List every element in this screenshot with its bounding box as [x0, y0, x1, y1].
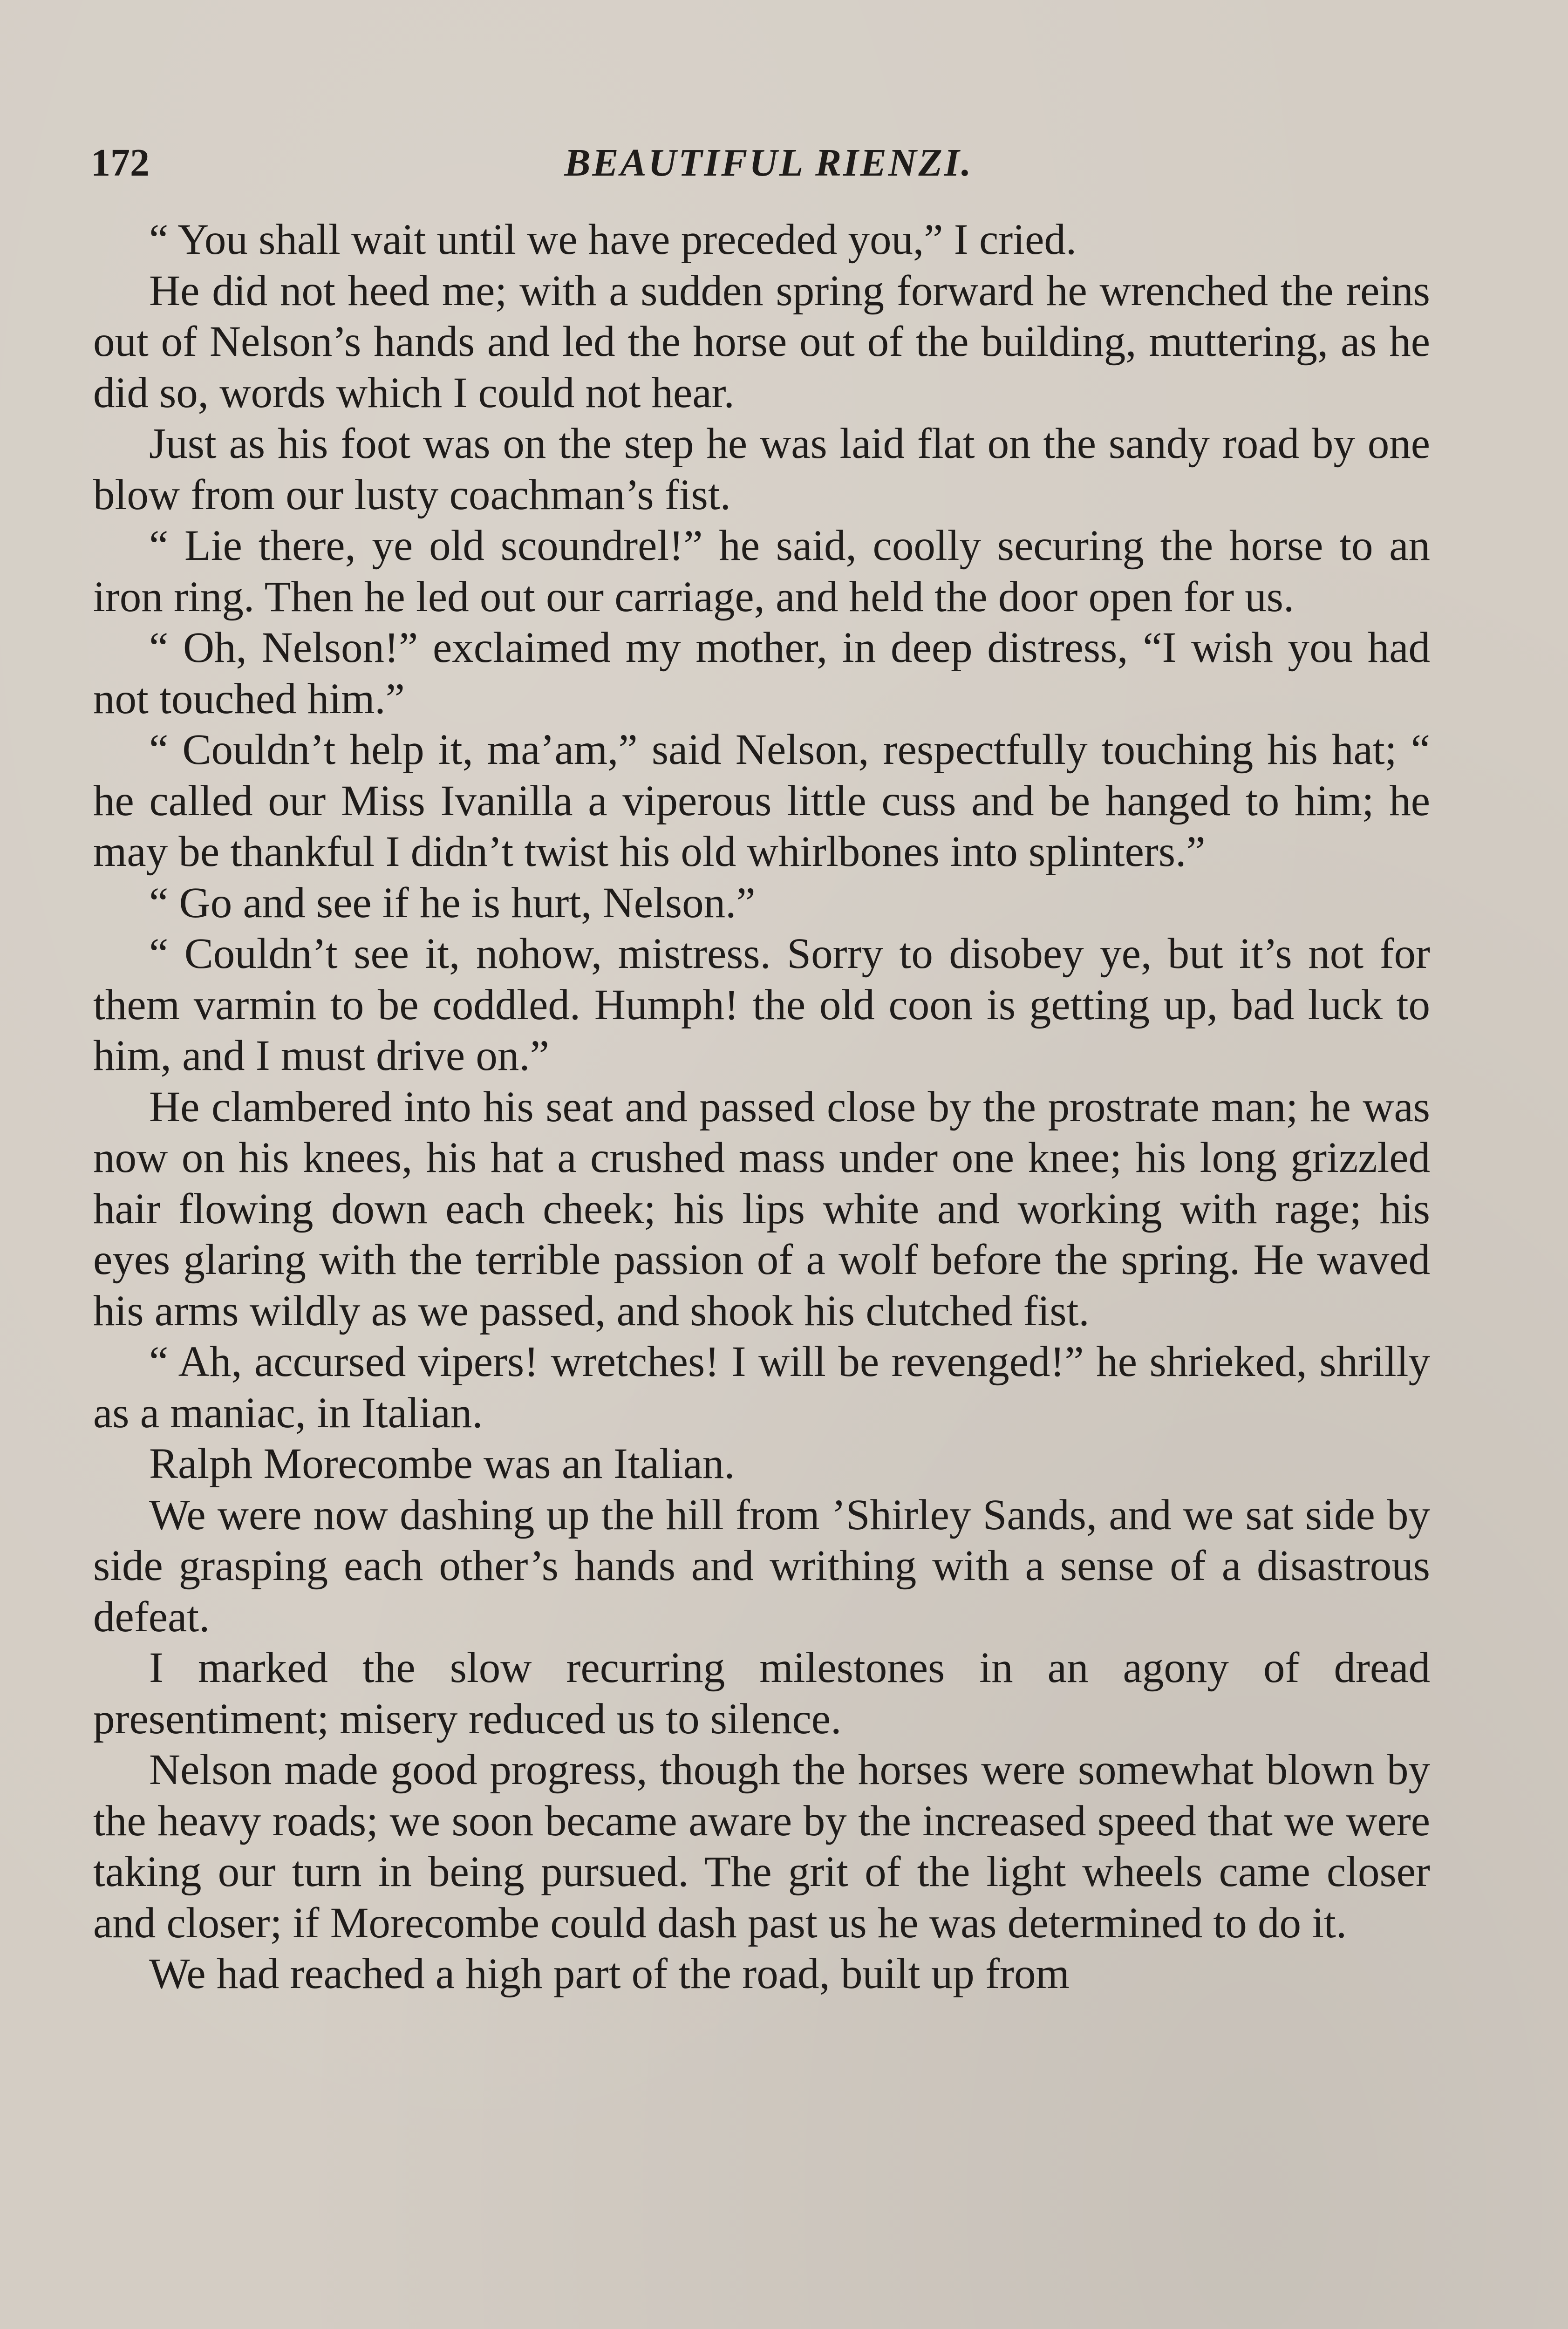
paragraph: “ You shall wait until we have preceded you,” I cried.	[149, 216, 1077, 264]
running-title: BEAUTIFUL RIENZI.	[564, 141, 973, 184]
paragraph: “ Lie there, ye old scoundrel!” he said, coolly securing the horse to an iron ring. Then he led out our carriage, and held the door open for us.	[93, 522, 1430, 621]
paragraph: He did not heed me; with a sudden spring forward he wrenched the reins out of Nelson’s hands and led the horse out of the building, muttering, as he did so, words which I could not hear.	[93, 266, 1430, 417]
paragraph: “ Go and see if he is hurt, Nelson.”	[149, 878, 756, 927]
paragraph: He clambered into his seat and passed close by the prostrate man; he was now on his knees, his hat a crushed mass under one knee; his long grizzled hair flowing down each cheek; his lips white and working with rage; his eyes glaring with the terrible passion of a wolf before the spring. He waved his arms wildly as we passed, and shook his clutched fist.	[93, 1083, 1430, 1335]
paragraph: Just as his foot was on the step he was laid flat on the sandy road by one blow from our lusty coachman’s fist.	[93, 420, 1430, 519]
paragraph: “ Couldn’t see it, nohow, mistress. Sorry to disobey ye, but it’s not for them varmin to be coddled. Humph! the old coon is getting up, bad luck to him, and I must drive on.”	[93, 930, 1430, 1080]
page-number: 172	[91, 141, 150, 184]
paragraph: “ Couldn’t help it, ma’am,” said Nelson, respectfully touching his hat; “ he called our Miss Ivanilla a viperous little cuss and be hanged to him; he may be thankful I didn’t twist his old whirlbones into splinters.”	[93, 726, 1430, 876]
paragraph: “ Ah, accursed vipers! wretches! I will be revenged!” he shrieked, shrilly as a maniac, in Italian.	[93, 1338, 1430, 1437]
paragraph: Nelson made good progress, though the horses were somewhat blown by the heavy roads; we soon became aware by the increased speed that we were taking our turn in being pursued. The grit of the light wheels came closer and closer; if Morecombe could dash past us he was determined to do it.	[93, 1746, 1430, 1947]
paragraph: “ Oh, Nelson!” exclaimed my mother, in deep distress, “I wish you had not touched him.”	[93, 624, 1430, 723]
paragraph: We had reached a high part of the road, built up from	[149, 1950, 1070, 1998]
paragraph: Ralph Morecombe was an Italian.	[149, 1440, 735, 1488]
paragraph: We were now dashing up the hill from ’Shirley Sands, and we sat side by side grasping each other’s hands and writhing with a sense of a disastrous defeat.	[93, 1491, 1430, 1641]
body-text	[93, 214, 1430, 2000]
paragraph: I marked the slow recurring milestones in an agony of dread presentiment; misery reduced us to silence.	[93, 1644, 1430, 1743]
page-header	[91, 135, 1446, 191]
